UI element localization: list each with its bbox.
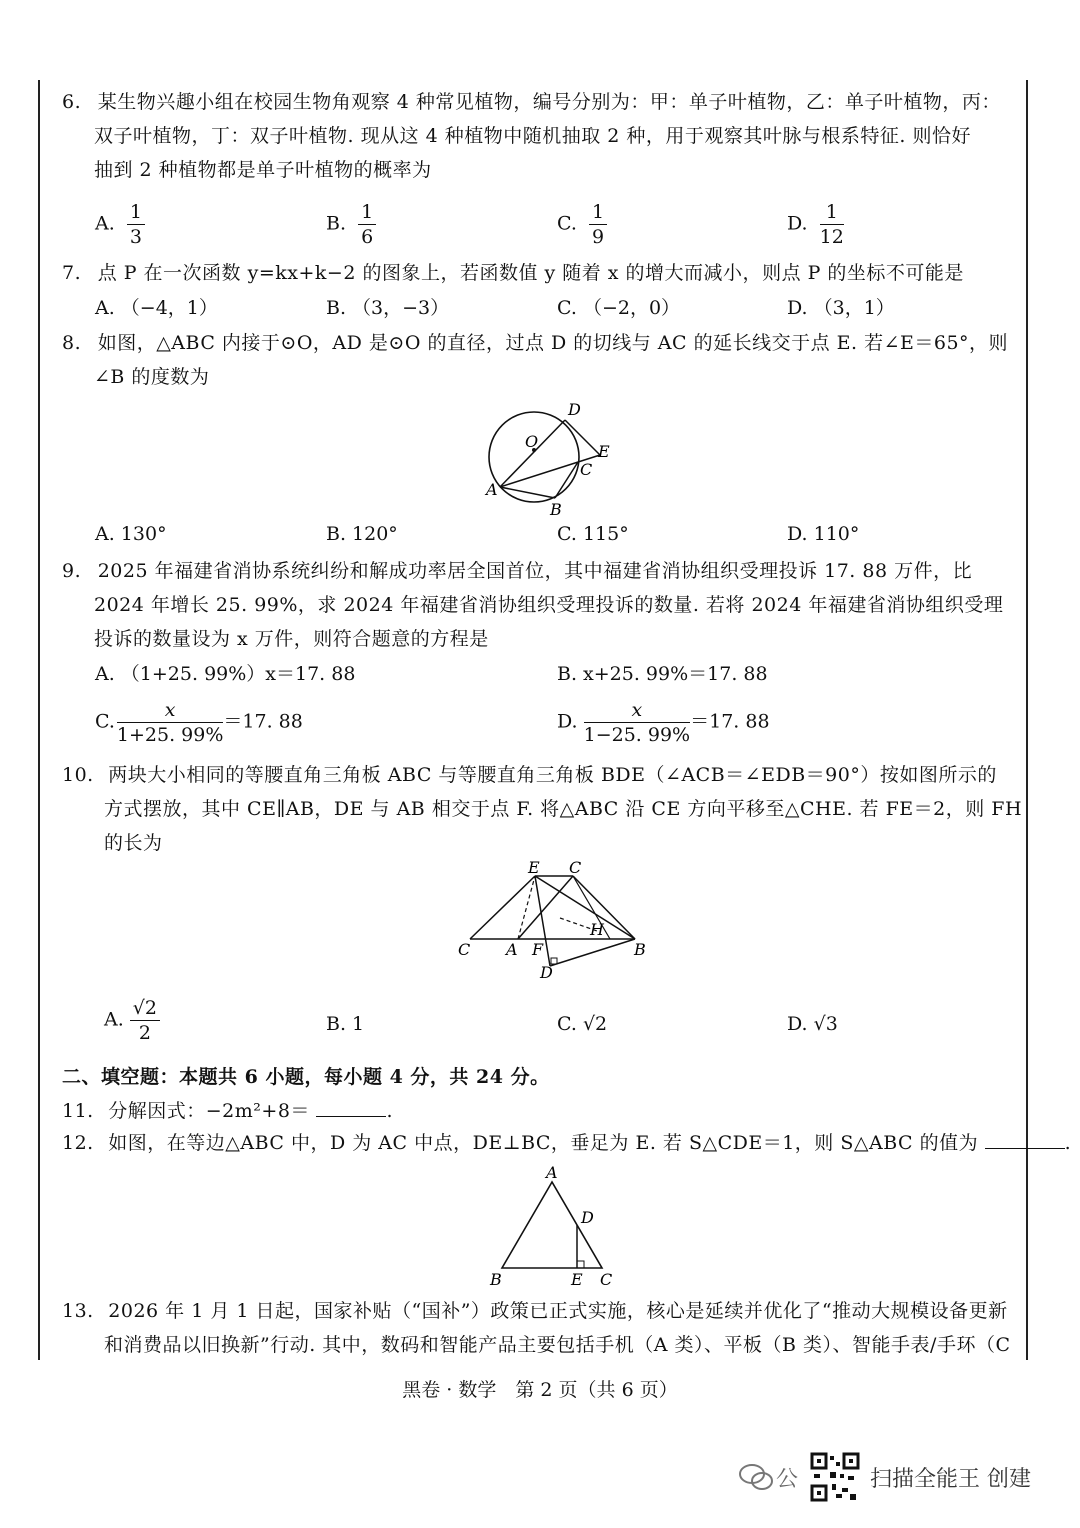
option-d: D. $\frac{x}{1-25. 99\%}$ ＝17. 88 <box>557 699 770 746</box>
label-e: E <box>571 1270 583 1289</box>
label-c: C <box>569 858 582 877</box>
question-number: 8. <box>62 332 82 354</box>
label-d: D <box>568 400 581 419</box>
circle-o <box>489 412 579 502</box>
equilateral-figure <box>480 1160 630 1290</box>
answer-blank[interactable] <box>985 1130 1065 1149</box>
question-9 <box>62 554 1022 656</box>
question-text-line: 的长为 <box>104 832 163 854</box>
segment-ab <box>500 487 555 498</box>
question-11: 11. 分解因式：−2m²+8＝ . <box>62 1100 394 1122</box>
question-text: 分解因式：−2m²+8＝ <box>108 1100 310 1122</box>
question-text: 如图，在等边△ABC 中，D 为 AC 中点，DE⊥BC，垂足为 E. 若 S△CDE＝1，则 S△ABC 的值为 <box>108 1132 979 1154</box>
watermark-right: 扫描全能王 创建 <box>870 1467 1031 1492</box>
watermark-left: 公 <box>776 1467 799 1492</box>
option-b: B. $\frac{1}{6}$ <box>326 200 376 249</box>
question-number: 7. <box>62 262 82 284</box>
label-a: A <box>486 480 498 499</box>
question-text-line: 2026 年 1 月 1 日起，国家补贴（“国补”）政策已正式实施，核心是延续并优化了“推动大规模设备更新 <box>108 1300 1008 1322</box>
label-o: O <box>525 432 539 451</box>
question-text-line: 投诉的数量设为 x 万件，则符合题意的方程是 <box>94 628 489 650</box>
option-a: A. $\frac{√2}{2}$ <box>104 996 160 1045</box>
option-a: A. （−4，1） <box>95 297 218 319</box>
option-c: C. $\frac{1}{9}$ <box>557 200 607 249</box>
label-c2: C <box>458 940 471 959</box>
option-c: C. （−2，0） <box>557 297 681 319</box>
page-footer: 黑卷 · 数学 第 2 页（共 6 页） <box>402 1379 678 1401</box>
label-e: E <box>598 442 610 461</box>
question-text-line: 点 P 在一次函数 y=kx+k−2 的图象上，若函数值 y 随着 x 的增大而减小，则点 P 的坐标不可能是 <box>97 262 964 284</box>
question-text-line: 双子叶植物，丁：双子叶植物. 现从这 4 种植物中随机抽取 2 种，用于观察其叶脉与根系特征. 则恰好 <box>94 125 971 147</box>
option-c: C. √2 <box>557 1013 608 1035</box>
label-b: B <box>550 500 562 519</box>
question-12: 12. 如图，在等边△ABC 中，D 为 AC 中点，DE⊥BC，垂足为 E. 若 S△CDE＝1，则 S△ABC 的值为 . <box>62 1132 1072 1154</box>
label-f: F <box>532 940 544 959</box>
fraction: $\frac{1}{12}$ <box>819 201 844 248</box>
label-d: D <box>540 963 553 982</box>
question-number: 12. <box>62 1132 94 1154</box>
option-a: A. 130° <box>95 523 167 545</box>
circle-figure <box>470 395 620 520</box>
label-e: E <box>528 858 540 877</box>
option-b: B. 1 <box>326 1013 365 1035</box>
option-d: D. 110° <box>787 523 860 545</box>
question-text-line: 某生物兴趣小组在校园生物角观察 4 种常见植物，编号分别为：甲：单子叶植物，乙：单子叶植物，丙： <box>97 91 1001 113</box>
option-c: C. $\frac{x}{1+25. 99\%}$ ＝17. 88 <box>95 699 303 746</box>
label-c: C <box>600 1270 613 1289</box>
label-b: B <box>634 940 646 959</box>
question-text-line: 抽到 2 种植物都是单子叶植物的概率为 <box>94 159 432 181</box>
tangent-de <box>565 420 600 455</box>
question-text-line: 两块大小相同的等腰直角三角板 ABC 与等腰直角三角板 BDE（∠ACB＝∠EDB＝90°）按如图所示的 <box>108 764 997 786</box>
option-b: B. x+25. 99%＝17. 88 <box>557 663 768 685</box>
question-number: 9. <box>62 560 82 582</box>
label-d: D <box>581 1208 594 1227</box>
label-c: C <box>580 460 593 479</box>
option-d: D. （3，1） <box>787 297 895 319</box>
qr-code-icon <box>810 1452 860 1502</box>
wechat-logo <box>738 1462 774 1492</box>
option-a: A. $\frac{1}{3}$ <box>95 200 145 249</box>
question-number: 11. <box>62 1100 94 1122</box>
question-text-line: 如图，△ABC 内接于⊙O，AD 是⊙O 的直径，过点 D 的切线与 AC 的延长线交于点 E. 若∠E＝65°，则 <box>97 332 1009 354</box>
question-7 <box>62 256 1022 290</box>
answer-blank[interactable] <box>316 1098 386 1117</box>
option-d: D. √3 <box>787 1013 838 1035</box>
question-text-line: ∠B 的度数为 <box>94 366 210 388</box>
option-d: D. $\frac{1}{12}$ <box>787 201 844 248</box>
label-h: H <box>590 920 604 939</box>
label-a: A <box>506 940 518 959</box>
question-number: 10. <box>62 764 94 786</box>
right-margin-line <box>1026 80 1028 1360</box>
triangle-figure <box>450 858 660 983</box>
question-text-line: 方式摆放，其中 CE∥AB，DE 与 AB 相交于点 F. 将△ABC 沿 CE 方向平移至△CHE. 若 FE＝2，则 FH <box>104 798 1023 820</box>
question-8 <box>62 326 1022 394</box>
fraction: $\frac{1}{9}$ <box>589 200 607 249</box>
option-b: B. （3，−3） <box>326 297 450 319</box>
question-6 <box>62 85 1022 187</box>
question-text-line: 和消费品以旧换新”行动. 其中，数码和智能产品主要包括手机（A 类）、平板（B 类）、智能手表/手环（C <box>104 1334 1011 1356</box>
question-text-line: 2024 年增长 25. 99%，求 2024 年福建省消协组织受理投诉的数量. 若将 2024 年福建省消协组织受理 <box>94 594 1004 616</box>
section-heading: 二、填空题：本题共 6 小题，每小题 4 分，共 24 分。 <box>62 1066 550 1088</box>
question-number: 13. <box>62 1300 94 1322</box>
label-a: A <box>546 1163 558 1182</box>
question-number: 6. <box>62 91 82 113</box>
left-margin-line <box>38 80 40 1360</box>
segment-bc <box>555 462 578 498</box>
fraction: $\frac{1}{3}$ <box>127 200 145 249</box>
label-b: B <box>490 1270 502 1289</box>
question-13 <box>62 1294 1022 1362</box>
question-10 <box>62 758 1022 860</box>
option-a: A. （1+25. 99%）x＝17. 88 <box>95 663 356 685</box>
option-c: C. 115° <box>557 523 629 545</box>
option-b: B. 120° <box>326 523 398 545</box>
fraction: $\frac{1}{6}$ <box>358 200 376 249</box>
question-text-line: 2025 年福建省消协系统纠纷和解成功率居全国首位，其中福建省消协组织受理投诉 17. 88 万件，比 <box>97 560 973 582</box>
